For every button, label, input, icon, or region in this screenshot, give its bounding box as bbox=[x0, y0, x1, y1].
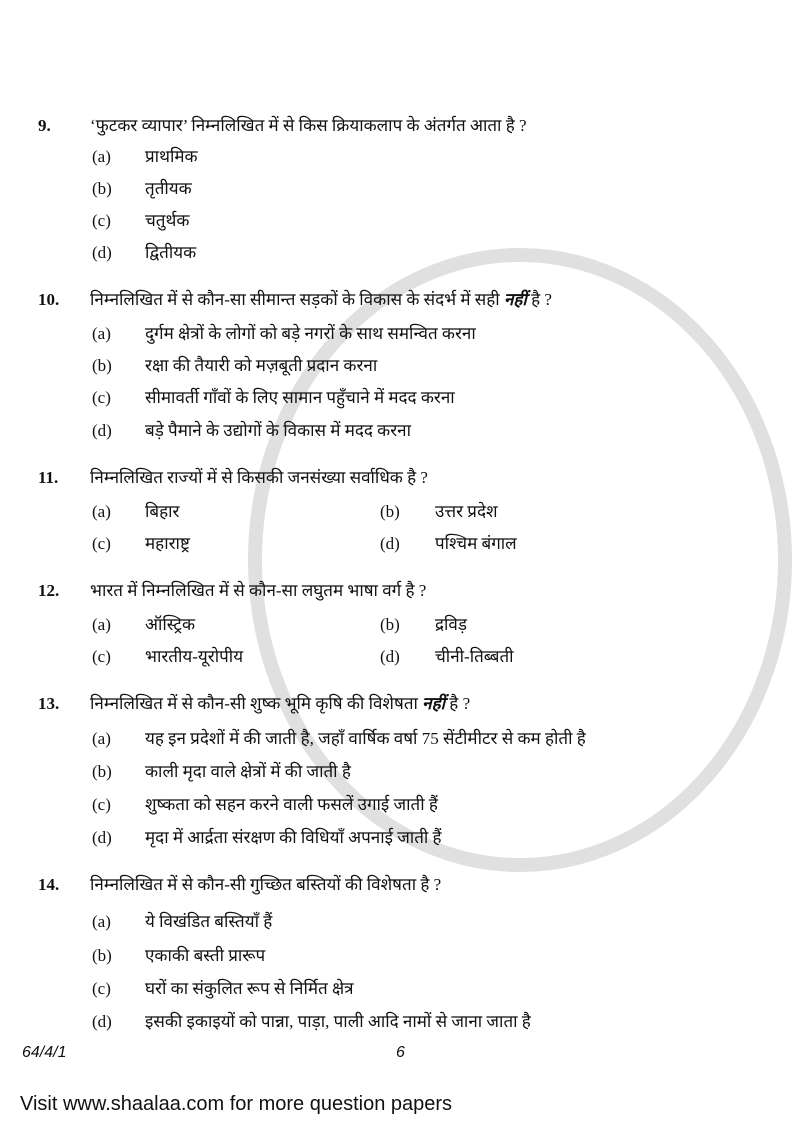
option-text: सीमावर्ती गाँवों के लिए सामान पहुँचाने में मदद करना bbox=[145, 388, 455, 407]
option-label: (a) bbox=[92, 912, 111, 931]
option-label: (d) bbox=[380, 534, 400, 553]
question-number: 9. bbox=[38, 116, 51, 135]
question-text-part: निम्नलिखित में से कौन-सा सीमान्त सड़कों के विकास के संदर्भ में सही bbox=[90, 290, 504, 309]
option-text: घरों का संकुलित रूप से निर्मित क्षेत्र bbox=[145, 979, 354, 998]
option-label: (d) bbox=[380, 647, 400, 666]
question-number: 12. bbox=[38, 581, 60, 600]
option-text: भारतीय-यूरोपीय bbox=[145, 647, 244, 666]
emphasis-text: नहीं bbox=[422, 694, 446, 713]
option-label: (c) bbox=[92, 647, 111, 666]
option-label: (b) bbox=[380, 502, 400, 521]
option-label: (d) bbox=[92, 1012, 112, 1031]
option-label: (b) bbox=[92, 179, 112, 198]
question-text-part: निम्नलिखित में से कौन-सी शुष्क भूमि कृषि की विशेषता bbox=[90, 694, 423, 713]
option-label: (a) bbox=[92, 502, 111, 521]
option-label: (c) bbox=[92, 388, 111, 407]
option-label: (c) bbox=[92, 979, 111, 998]
option-text: तृतीयक bbox=[145, 179, 192, 198]
option-text: मृदा में आर्द्रता संरक्षण की विधियाँ अपनाई जाती हैं bbox=[145, 828, 442, 847]
option-text: शुष्कता को सहन करने वाली फसलें उगाई जाती हैं bbox=[145, 795, 438, 814]
question-text bbox=[90, 874, 441, 896]
question-number: 11. bbox=[38, 468, 59, 487]
question-text bbox=[90, 115, 527, 137]
option-text: उत्तर प्रदेश bbox=[435, 502, 498, 521]
option-text: ये विखंडित बस्तियाँ हैं bbox=[145, 912, 273, 931]
option-text: काली मृदा वाले क्षेत्रों में की जाती है bbox=[145, 762, 351, 781]
option-label: (a) bbox=[92, 615, 111, 634]
question-number: 13. bbox=[38, 694, 60, 713]
option-text: द्रविड़ bbox=[435, 615, 467, 634]
option-text: पश्चिम बंगाल bbox=[435, 534, 517, 553]
option-text: चतुर्थक bbox=[145, 211, 190, 230]
question-text-part: है ? bbox=[445, 694, 471, 713]
question-number: 10. bbox=[38, 290, 60, 309]
question-text bbox=[90, 580, 426, 602]
option-label: (b) bbox=[92, 946, 112, 965]
option-label: (c) bbox=[92, 211, 111, 230]
option-label: (a) bbox=[92, 729, 111, 748]
emphasis-text: नहीं bbox=[503, 290, 527, 309]
paper-code: 64/4/1 bbox=[22, 1044, 67, 1061]
option-label: (a) bbox=[92, 324, 111, 343]
question-text bbox=[90, 289, 552, 311]
option-text: प्राथमिक bbox=[145, 147, 198, 166]
question-text-part: निम्नलिखित राज्यों में से किसकी जनसंख्या सर्वाधिक है ? bbox=[90, 468, 428, 487]
option-label: (d) bbox=[92, 243, 112, 262]
option-text: द्वितीयक bbox=[145, 243, 197, 262]
question-text bbox=[90, 693, 470, 715]
question-text bbox=[90, 467, 428, 489]
option-text: महाराष्ट्र bbox=[145, 534, 190, 553]
option-text: इसकी इकाइयों को पान्ना, पाड़ा, पाली आदि नामों से जाना जाता है bbox=[145, 1012, 531, 1031]
question-text-part: निम्नलिखित में से कौन-सी गुच्छित बस्तियों की विशेषता है ? bbox=[90, 875, 442, 894]
option-text: रक्षा की तैयारी को मज़बूती प्रदान करना bbox=[145, 356, 378, 375]
question-text-part: है ? bbox=[526, 290, 552, 309]
option-label: (b) bbox=[92, 762, 112, 781]
option-text: एकाकी बस्ती प्रारूप bbox=[145, 946, 266, 965]
option-label: (d) bbox=[92, 828, 112, 847]
option-label: (b) bbox=[380, 615, 400, 634]
page-number: 6 bbox=[396, 1044, 405, 1061]
option-label: (d) bbox=[92, 421, 112, 440]
option-text: चीनी-तिब्बती bbox=[435, 647, 514, 666]
option-text: बड़े पैमाने के उद्योगों के विकास में मदद करना bbox=[145, 421, 412, 440]
question-text-part: ‘फुटकर व्यापार’ निम्नलिखित में से किस क्रियाकलाप के अंतर्गत आता है ? bbox=[90, 116, 527, 135]
question-text-part: भारत में निम्नलिखित में से कौन-सा लघुतम भाषा वर्ग है ? bbox=[90, 581, 427, 600]
option-label: (b) bbox=[92, 356, 112, 375]
option-text: ऑस्ट्रिक bbox=[145, 615, 196, 634]
option-text: दुर्गम क्षेत्रों के लोगों को बड़े नगरों के साथ समन्वित करना bbox=[145, 324, 476, 343]
option-text: यह इन प्रदेशों में की जाती है, जहाँ वार्षिक वर्षा 75 सेंटीमीटर से कम होती है bbox=[145, 729, 586, 748]
option-label: (c) bbox=[92, 795, 111, 814]
option-text: बिहार bbox=[145, 502, 180, 521]
option-label: (a) bbox=[92, 147, 111, 166]
promo-link-text[interactable]: Visit www.shaalaa.com for more question papers bbox=[20, 1093, 453, 1115]
question-number: 14. bbox=[38, 875, 60, 894]
option-label: (c) bbox=[92, 534, 111, 553]
